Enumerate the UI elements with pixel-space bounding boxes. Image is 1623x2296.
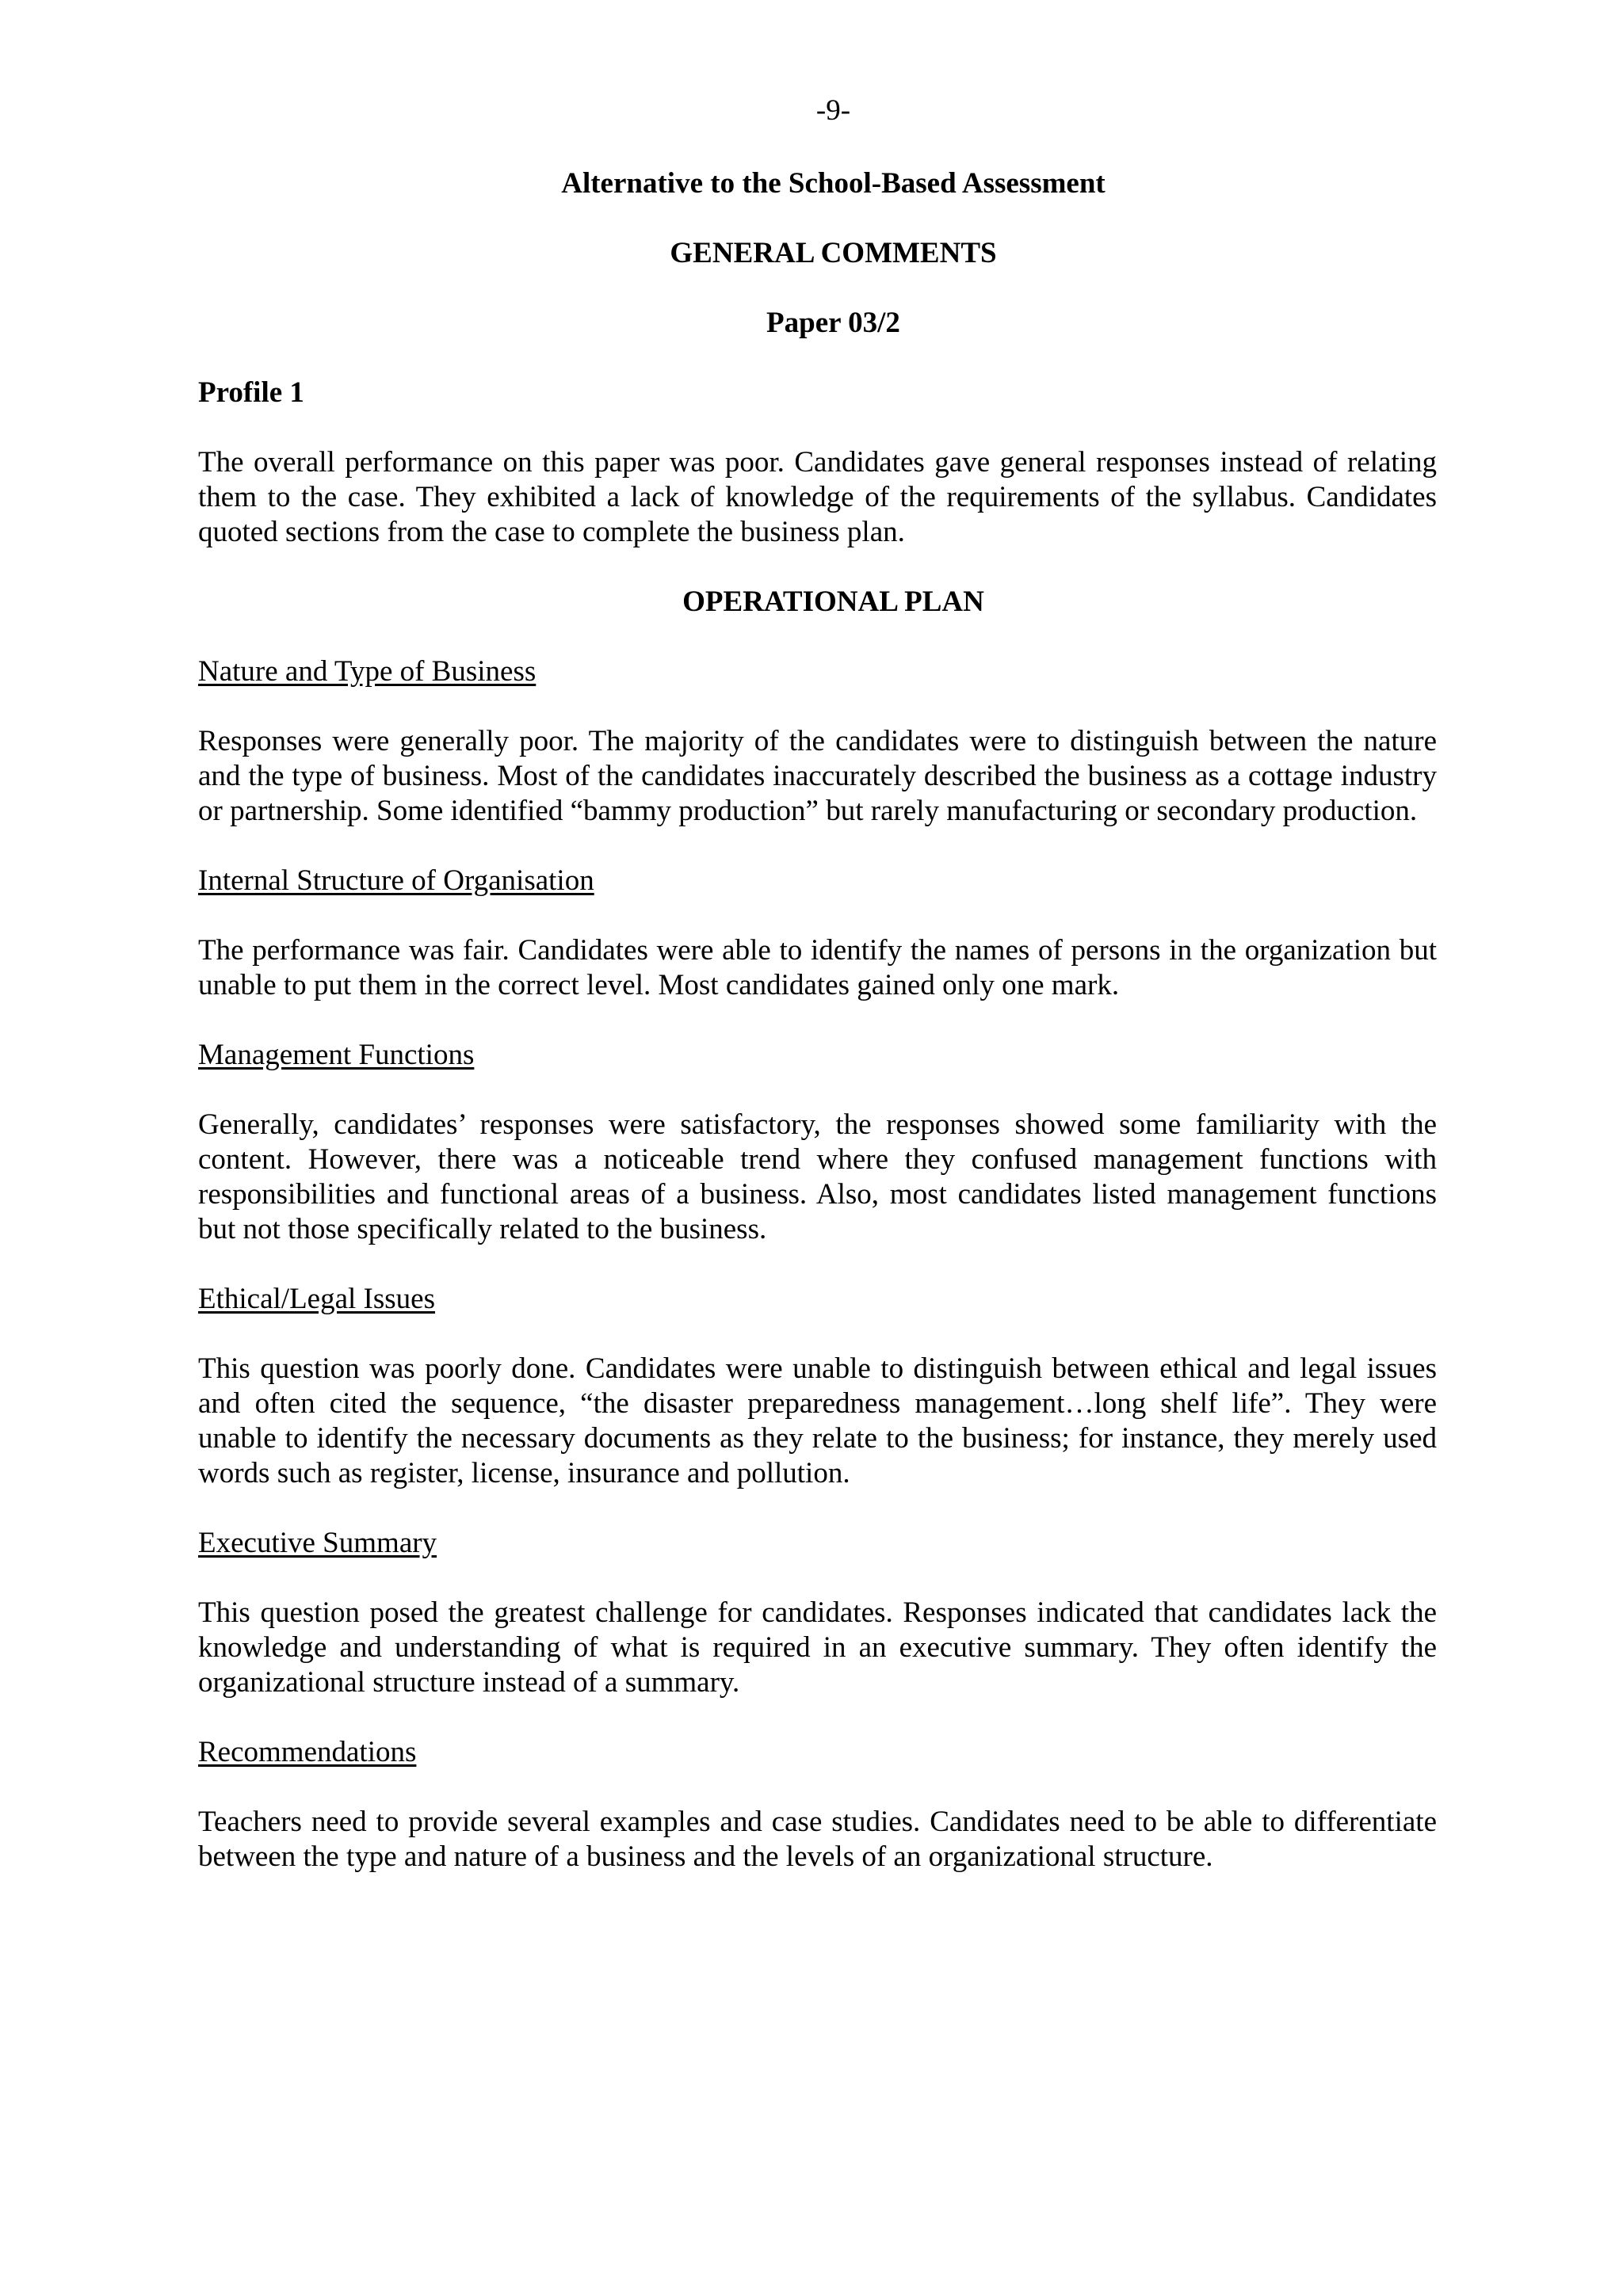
section-text: The performance was fair. Candidates were able to identify the names of persons in the organization but unable to put them in the correct level. Most candidates gained only one mark. bbox=[198, 934, 1437, 1001]
general-comments-heading: GENERAL COMMENTS bbox=[670, 237, 997, 269]
document-title: Alternative to the School-Based Assessment bbox=[561, 167, 1106, 200]
section-text: This question posed the greatest challenge for candidates. Responses indicated that candidates lack the knowledge and understanding of what is required in an executive summary. They often identify the organizational structure instead of a summary. bbox=[198, 1596, 1437, 1699]
paper-heading: Paper 03/2 bbox=[766, 307, 900, 339]
intro-paragraph: The overall performance on this paper was poor. Candidates gave general responses instead of relating them to the case. They exhibited a lack of knowledge of the requirements of the syllabus. Candidates quoted sections from the case to complete the business plan. bbox=[198, 446, 1437, 548]
section-text: Teachers need to provide several examples and case studies. Candidates need to be able to differentiate between the type and nature of a business and the levels of an organizational structure. bbox=[198, 1806, 1437, 1873]
section-title: Executive Summary bbox=[198, 1527, 437, 1559]
page-number: -9- bbox=[815, 94, 851, 127]
section-title: Ethical/Legal Issues bbox=[198, 1283, 435, 1315]
operational-plan-heading: OPERATIONAL PLAN bbox=[682, 585, 984, 618]
section-executive-summary bbox=[198, 1526, 1437, 1700]
section-title: Internal Structure of Organisation bbox=[198, 864, 594, 897]
section-ethical-legal bbox=[198, 1282, 1437, 1491]
section-recommendations bbox=[198, 1735, 1437, 1875]
section-title: Nature and Type of Business bbox=[198, 655, 537, 688]
section-title: Recommendations bbox=[198, 1736, 417, 1768]
section-nature-type bbox=[198, 654, 1437, 829]
section-text: Generally, candidates’ responses were satisfactory, the responses showed some familiarity with the content. However, there was a noticeable trend where they confused management functions with responsibilities and functional areas of a business. Also, most candidates listed management functions but not those specifically related to the business. bbox=[198, 1108, 1437, 1245]
section-text: Responses were generally poor. The majority of the candidates were to distinguish between the nature and the type of business. Most of the candidates inaccurately described the business as a cottage industry or partnership. Some identified “bammy production” but rarely manufacturing or secondary production. bbox=[198, 725, 1437, 827]
section-title: Management Functions bbox=[198, 1039, 475, 1071]
section-text: This question was poorly done. Candidates were unable to distinguish between ethical and legal issues and often cited the sequence, “the disaster preparedness management…long shelf life”. They were unable to identify the necessary documents as they relate to the business; for instance, they merely used words such as register, license, insurance and pollution. bbox=[198, 1352, 1437, 1489]
section-internal-structure bbox=[198, 864, 1437, 1003]
section-management-functions bbox=[198, 1038, 1437, 1247]
profile-heading: Profile 1 bbox=[198, 376, 304, 409]
